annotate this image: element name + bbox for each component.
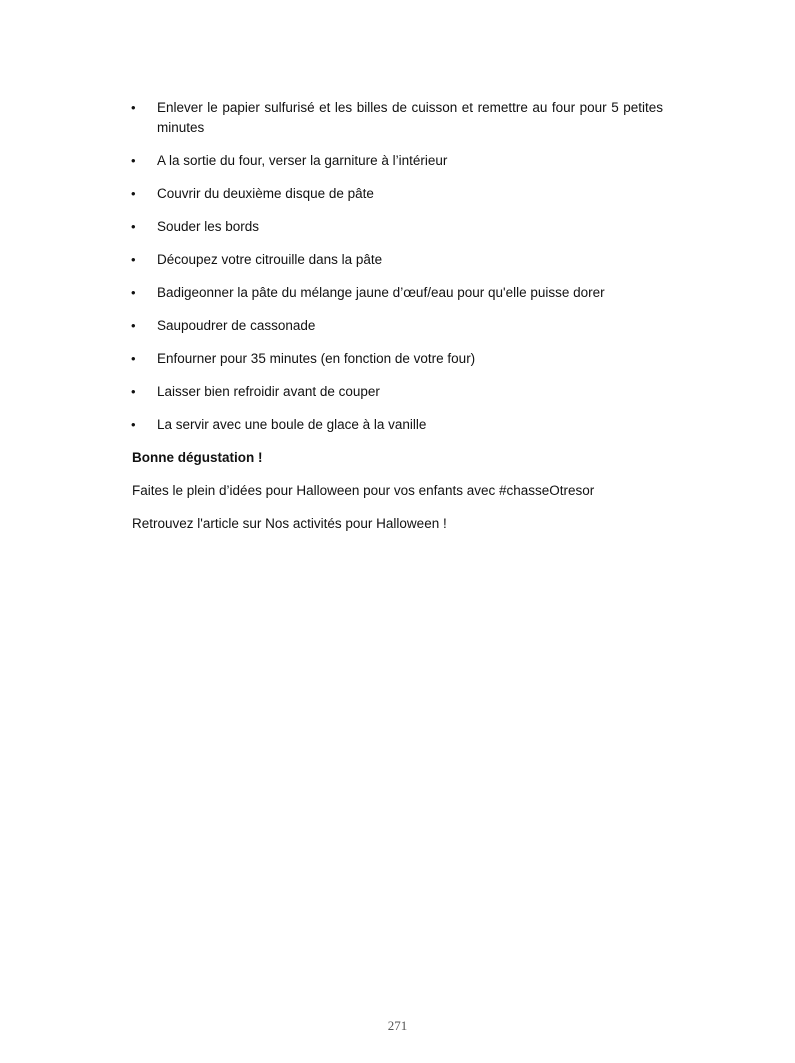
closing-title: Bonne dégustation ! [132,450,263,465]
step-text: Badigeonner la pâte du mélange jaune d’œuf/eau pour qu'elle puisse dorer [157,285,605,300]
list-item [132,98,663,138]
document-body [132,98,663,547]
bullet-icon: • [131,351,136,366]
bullet-icon: • [131,318,136,333]
page-number: 271 [387,1018,408,1033]
bullet-icon: • [131,384,136,399]
bullet-icon: • [131,252,136,267]
recipe-steps-list [132,98,663,435]
list-item [132,283,663,303]
step-text: A la sortie du four, verser la garniture à l’intérieur [157,153,448,168]
bullet-icon: • [131,153,136,168]
list-item [132,250,663,270]
list-item [132,217,663,237]
closing-paragraph-article: Retrouvez l'article sur Nos activités pour Halloween ! [132,516,447,531]
list-item [132,151,663,171]
bullet-icon: • [131,186,136,201]
list-item [132,184,663,204]
step-text: Découpez votre citrouille dans la pâte [157,252,383,267]
list-item [132,349,663,369]
step-text: Couvrir du deuxième disque de pâte [157,186,374,201]
bullet-icon: • [131,285,136,300]
step-text: Laisser bien refroidir avant de couper [157,384,380,399]
step-text: Souder les bords [157,219,260,234]
closing-paragraph-ideas: Faites le plein d’idées pour Halloween pour vos enfants avec #chasseOtresor [132,483,595,498]
bullet-icon: • [131,219,136,234]
step-text: Enfourner pour 35 minutes (en fonction de votre four) [157,351,476,366]
list-item [132,382,663,402]
list-item [132,415,663,435]
bullet-icon: • [131,100,136,115]
step-text: Enlever le papier sulfurisé et les billes de cuisson et remettre au four pour 5 petites minutes [157,100,663,135]
step-text: Saupoudrer de cassonade [157,318,316,333]
bullet-icon: • [131,417,136,432]
list-item [132,316,663,336]
step-text: La servir avec une boule de glace à la vanille [157,417,427,432]
